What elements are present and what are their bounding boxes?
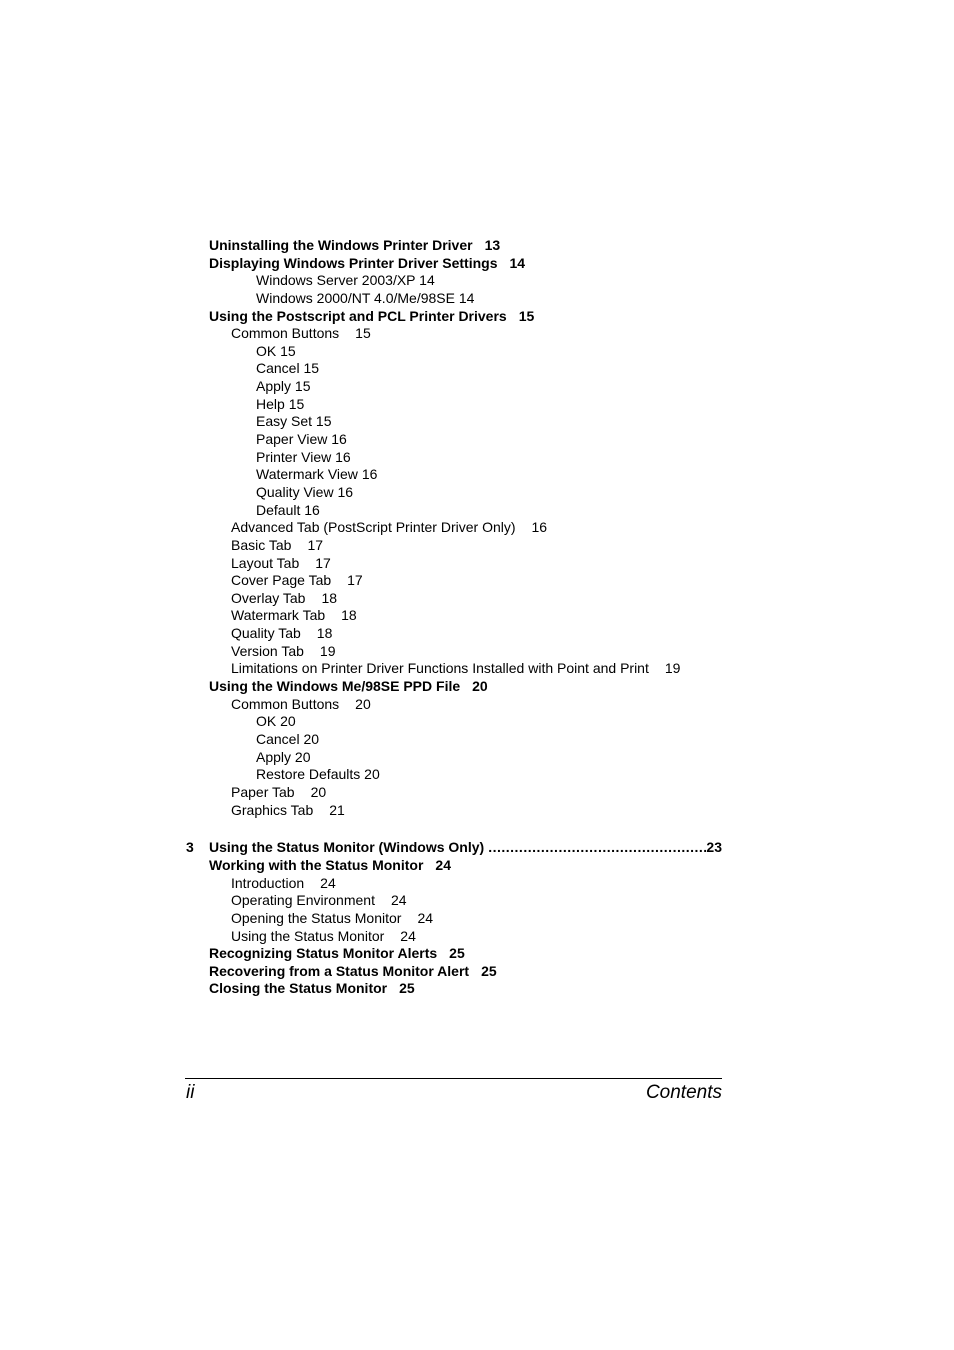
toc-entry-title: Watermark View — [256, 466, 358, 483]
toc-entry-page: 18 — [341, 607, 357, 624]
toc-entry-title: Recognizing Status Monitor Alerts — [209, 945, 438, 962]
toc-entry-title: Recovering from a Status Monitor Alert — [209, 962, 470, 979]
toc-entry-page: 19 — [664, 660, 681, 677]
toc-entry-page: 20 — [280, 713, 296, 730]
toc-entry[interactable] — [0, 928, 954, 946]
toc-entry-page: 14 — [419, 272, 435, 289]
toc-entry[interactable] — [0, 466, 954, 484]
toc-entry-page: 25 — [481, 962, 497, 979]
toc-entry-title: Cancel — [256, 360, 300, 377]
toc-entry[interactable] — [0, 396, 954, 414]
toc-entry[interactable] — [0, 378, 954, 396]
footer-page-label: ii — [186, 1082, 195, 1103]
leader-dots — [488, 838, 706, 856]
toc-entry-page: 15 — [288, 395, 305, 412]
chapter-entry[interactable] — [0, 838, 954, 856]
toc-entry[interactable] — [0, 572, 954, 590]
toc-entry-page: 15 — [518, 307, 535, 324]
toc-entry-page: 24 — [435, 857, 451, 873]
toc-entry-title: Help — [256, 395, 285, 412]
toc-entry[interactable] — [0, 343, 954, 361]
toc-entry[interactable] — [0, 413, 954, 431]
toc-entry-title: Closing the Status Monitor — [209, 980, 388, 997]
toc-entry-title: Easy Set — [256, 413, 313, 430]
toc-entry-page: 16 — [337, 483, 354, 500]
toc-entry-page: 17 — [347, 572, 363, 589]
toc-entry[interactable] — [0, 484, 954, 502]
toc-entry[interactable] — [0, 784, 954, 802]
toc-entry[interactable] — [0, 802, 954, 820]
toc-entry-page: 20 — [472, 678, 488, 695]
toc-entry-title: Windows 2000/NT 4.0/Me/98SE — [256, 289, 455, 306]
toc-entry[interactable] — [0, 696, 954, 714]
toc-entry[interactable] — [0, 678, 954, 696]
toc-entry-page: 14 — [509, 254, 526, 271]
toc-entry-title: Limitations on Printer Driver Functions Installed with Point and Print — [231, 660, 649, 677]
toc-entry[interactable] — [0, 537, 954, 555]
toc-entry-title: Quality Tab — [231, 625, 301, 642]
toc-entry[interactable] — [0, 290, 954, 308]
toc-entry[interactable] — [0, 502, 954, 520]
toc-entry[interactable] — [0, 272, 954, 290]
toc-entry-title: Opening the Status Monitor — [231, 909, 402, 926]
toc-entry-title: Apply — [256, 378, 292, 395]
toc-entry-page: 16 — [304, 501, 320, 518]
toc-entry-title: OK — [256, 713, 277, 730]
toc-entry-title: Basic Tab — [231, 536, 292, 553]
toc-entry[interactable] — [0, 713, 954, 731]
toc-entry-page: 17 — [315, 554, 331, 571]
toc-entry-page: 16 — [331, 431, 347, 448]
toc-entry[interactable] — [0, 892, 954, 910]
footer-section-title: Contents — [645, 1082, 722, 1103]
toc-entry-title: Graphics Tab — [231, 801, 314, 818]
toc-entry-page: 15 — [355, 325, 371, 342]
toc-entry-title: Advanced Tab (PostScript Printer Driver Only) — [231, 519, 516, 536]
toc-entry-title: Windows Server 2003/XP — [256, 272, 416, 289]
toc-entry-title: OK — [256, 342, 277, 359]
toc-entry-title: Apply — [256, 748, 292, 765]
toc-entry-title: Quality View — [256, 483, 334, 500]
toc-entry-title: Printer View — [256, 448, 332, 465]
toc-entry-page: 24 — [417, 909, 434, 926]
footer-rule — [185, 1078, 722, 1079]
toc-entry-title: Using the Windows Me/98SE PPD File — [209, 678, 461, 695]
toc-entry-page: 17 — [307, 536, 324, 553]
toc-entry-title: Common Buttons — [231, 325, 340, 342]
toc-entry-page: 15 — [315, 413, 332, 430]
toc-entry-title: Restore Defaults — [256, 766, 361, 783]
toc-section-1 — [0, 237, 954, 819]
toc-entry-title: Paper View — [256, 431, 328, 448]
toc-entry-title: Operating Environment — [231, 892, 375, 909]
toc-entry-page: 18 — [321, 589, 338, 606]
toc-entry[interactable] — [0, 857, 954, 875]
toc-entry[interactable] — [0, 237, 954, 255]
toc-entry-title: Introduction — [231, 874, 305, 891]
toc-entry-title: Working with the Status Monitor — [209, 857, 424, 873]
toc-entry[interactable] — [0, 625, 954, 643]
chapter-number: 3 — [186, 839, 194, 855]
toc-entry-page: 20 — [310, 783, 327, 800]
toc-entry[interactable] — [0, 431, 954, 449]
toc-entry-page: 18 — [316, 625, 333, 642]
toc-entry[interactable] — [0, 731, 954, 749]
toc-entry-title: Using the Status Monitor — [231, 927, 385, 944]
toc-entry-page: 16 — [531, 519, 548, 536]
toc-entry[interactable] — [0, 449, 954, 467]
toc-entry-page: 20 — [364, 766, 380, 783]
toc-entry[interactable] — [0, 660, 954, 678]
toc-entry[interactable] — [0, 963, 954, 981]
toc-entry[interactable] — [0, 945, 954, 963]
chapter-title: Using the Status Monitor (Windows Only) — [209, 839, 485, 855]
toc-entry[interactable] — [0, 360, 954, 378]
toc-entry-title: Uninstalling the Windows Printer Driver — [209, 237, 473, 253]
toc-entry[interactable] — [0, 643, 954, 661]
toc-entry-page: 16 — [335, 448, 351, 465]
toc-entry[interactable] — [0, 308, 954, 326]
toc-entry-page: 15 — [280, 342, 296, 359]
toc-section-2 — [0, 857, 954, 998]
toc-entry[interactable] — [0, 749, 954, 767]
toc-entry-page: 16 — [361, 466, 378, 483]
toc-entry-page: 25 — [399, 980, 415, 997]
toc-entry-title: Overlay Tab — [231, 589, 306, 606]
toc-entry-page: 24 — [400, 927, 416, 944]
toc-entry-page: 14 — [458, 289, 475, 306]
toc-entry-page: 13 — [484, 237, 501, 253]
toc-entry-title: Watermark Tab — [231, 607, 326, 624]
toc-entry-page: 20 — [303, 730, 320, 747]
toc-entry[interactable] — [0, 519, 954, 537]
toc-entry[interactable] — [0, 255, 954, 273]
toc-entry-page: 19 — [319, 642, 336, 659]
chapter-page: 23 — [706, 839, 722, 855]
toc-entry-title: Cover Page Tab — [231, 572, 332, 589]
toc-entry-page: 15 — [294, 378, 311, 395]
toc-entry-title: Displaying Windows Printer Driver Settings — [209, 254, 498, 271]
toc-entry-title: Paper Tab — [231, 783, 295, 800]
toc-entry-page: 25 — [449, 945, 465, 962]
toc-entry[interactable] — [0, 607, 954, 625]
toc-entry[interactable] — [0, 910, 954, 928]
toc-entry-page: 20 — [294, 748, 311, 765]
toc-entry-page: 24 — [320, 874, 336, 891]
toc-entry-title: Common Buttons — [231, 695, 340, 712]
toc-entry-title: Default — [256, 501, 301, 518]
toc-entry-page: 24 — [390, 892, 407, 909]
toc-entry[interactable] — [0, 766, 954, 784]
toc-entry-title: Layout Tab — [231, 554, 300, 571]
toc-entry-page: 20 — [355, 695, 371, 712]
toc-entry[interactable] — [0, 875, 954, 893]
toc-entry-title: Using the Postscript and PCL Printer Drivers — [209, 307, 507, 324]
toc-entry[interactable] — [0, 325, 954, 343]
toc-entry[interactable] — [0, 555, 954, 573]
toc-entry-title: Version Tab — [231, 642, 304, 659]
toc-entry-page: 21 — [329, 801, 345, 818]
toc-entry[interactable] — [0, 590, 954, 608]
toc-entry[interactable] — [0, 980, 954, 998]
toc-entry-page: 15 — [303, 360, 320, 377]
toc-entry-title: Cancel — [256, 730, 300, 747]
